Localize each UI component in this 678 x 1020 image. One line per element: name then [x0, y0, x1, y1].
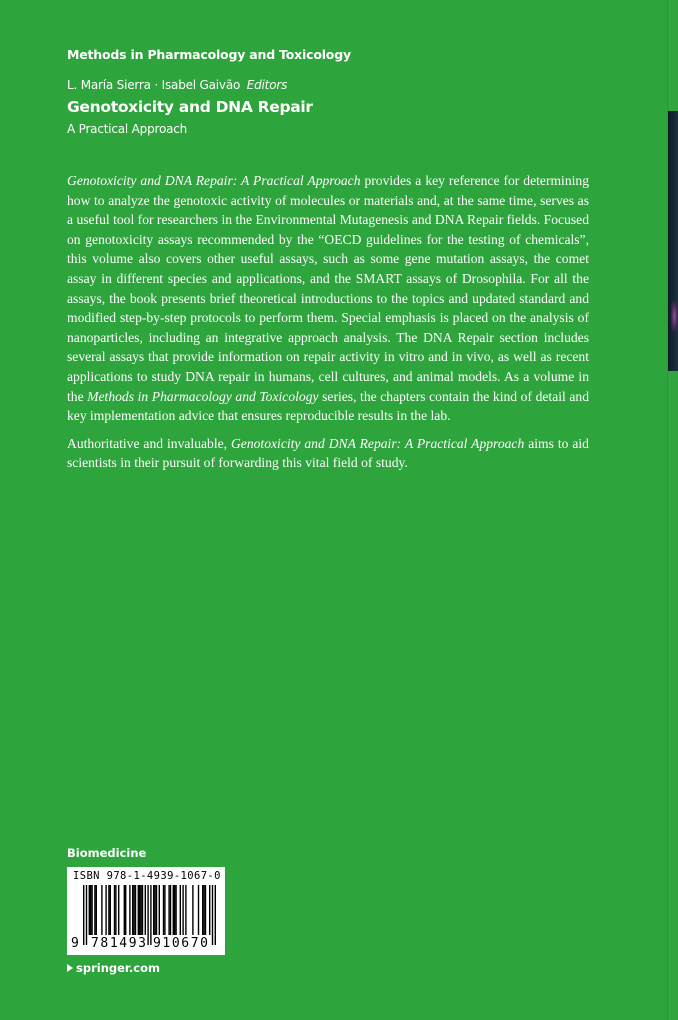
- description-book-title-italic: Genotoxicity and DNA Repair: A Practical Approach: [67, 173, 361, 188]
- book-title: Genotoxicity and DNA Repair: [67, 98, 313, 116]
- barcode-bar: [89, 885, 90, 935]
- barcode-bar: [159, 885, 160, 935]
- subject-category: Biomedicine: [67, 846, 147, 860]
- barcode-bar: [185, 885, 186, 935]
- isbn-label: ISBN 978-1-4939-1067-0: [73, 870, 221, 882]
- barcode-bar: [145, 885, 146, 935]
- barcode-bar: [153, 885, 154, 935]
- spine-image-glow: [671, 301, 678, 331]
- book-subtitle: A Practical Approach: [67, 122, 188, 136]
- barcode-bar: [125, 885, 126, 935]
- barcode-bar: [132, 885, 133, 935]
- right-triangle-icon: [67, 964, 73, 972]
- barcode-bar: [115, 885, 116, 935]
- barcode-digits-right: 910670: [153, 936, 210, 951]
- barcode-digits-left: 781493: [91, 936, 148, 951]
- barcode-bar: [175, 885, 176, 935]
- barcode-bar: [154, 885, 155, 935]
- barcode-bar: [192, 885, 193, 935]
- editors-line: [67, 78, 287, 92]
- barcode-bar: [96, 885, 97, 935]
- description-text-a: provides a key reference for determining how to analyze the genotoxic activity of molecules or materials and, at the same time, serves as a useful tool for researchers in the Environmental Mutagenesis and DNA Repair fields. Focused on genotoxicity assays recommended by the “OECD guidelines for the testing of chemicals”, this volume also covers other useful assays, such as some gene mutation assays, the comet assay in different species and applications, and the SMART assays of Drosophila. For all the assays, the book presents brief theoretical introductions to the topics and updated standard and modified step-by-step protocols to perform them. Special emphasis is placed on the analysis of nanoparticles, including an integrative approach analysis. The DNA Repair section includes several assays that provide information on repair activity in vitro and in vivo, as well as recent applications to study DNA repair in humans, cell cultures, and animal models. As a volume in the: [67, 173, 589, 404]
- website-text: springer.com: [76, 961, 161, 975]
- barcode-bar: [124, 885, 125, 935]
- description-p2-text-b: aims to aid scientists in their pursuit of forwarding this vital field of study.: [67, 435, 589, 471]
- barcode-bar: [118, 885, 119, 935]
- barcode-bar: [133, 885, 134, 935]
- barcode-bar: [198, 885, 199, 935]
- barcode-bar: [91, 885, 92, 935]
- barcode-bar: [135, 885, 136, 935]
- barcode-bar: [174, 885, 175, 935]
- barcode-bar: [129, 885, 130, 935]
- barcode-bar: [101, 885, 102, 935]
- series-name: Methods in Pharmacology and Toxicology: [67, 47, 351, 62]
- barcode-bar: [108, 885, 109, 935]
- barcode-bar: [203, 885, 204, 935]
- description-p2-title-italic: Genotoxicity and DNA Repair: A Practical Approach: [230, 435, 525, 451]
- book-description: [67, 171, 589, 473]
- barcode-bar: [142, 885, 143, 935]
- barcode-digit-lead: 9: [71, 936, 79, 951]
- barcode-bar: [164, 885, 165, 935]
- barcode-bar: [156, 885, 157, 935]
- barcode-bar: [209, 885, 210, 935]
- barcode-bar: [182, 885, 183, 935]
- spine-cover-image-strip: [668, 111, 678, 371]
- barcode-bar: [138, 885, 139, 935]
- publisher-website[interactable]: [67, 961, 160, 975]
- isbn-barcode: [67, 867, 225, 955]
- barcode-bar: [114, 885, 115, 935]
- barcode-bar: [168, 885, 169, 935]
- barcode-bar: [173, 885, 174, 935]
- editor-names: L. María Sierra · Isabel Gaivão: [67, 78, 241, 92]
- barcode-bar: [180, 885, 181, 935]
- editors-role: Editors: [246, 78, 288, 92]
- barcode-bar: [202, 885, 203, 935]
- description-paragraph-1: [67, 171, 589, 426]
- barcode-bar: [110, 885, 111, 935]
- barcode-bar: [94, 885, 95, 935]
- barcode-bar: [105, 885, 106, 935]
- barcode-digits: [67, 936, 225, 954]
- description-p2-text-a: Authoritative and invaluable,: [67, 435, 231, 451]
- barcode-bar: [163, 885, 164, 935]
- description-text-b: series, the chapters contain the kind of detail and key implementation advice that ensures reproducible results in the lab.: [67, 388, 590, 424]
- barcode-bar: [170, 885, 171, 935]
- description-series-italic: Methods in Pharmacology and Toxicology: [87, 388, 319, 404]
- barcode-bar: [140, 885, 141, 935]
- barcode-bar: [90, 885, 91, 935]
- barcode-bar: [205, 885, 206, 935]
- barcode-bar: [139, 885, 140, 935]
- description-paragraph-2: [67, 434, 589, 473]
